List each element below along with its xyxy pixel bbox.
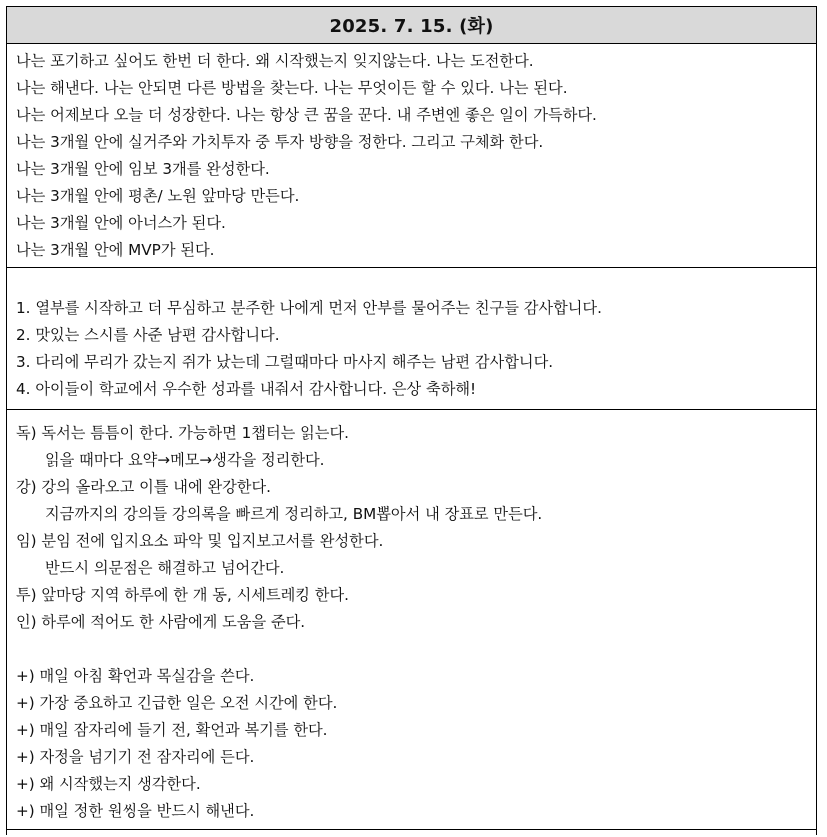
gratitude-item: 2. 맛있는 스시를 사준 남편 감사합니다. <box>16 326 280 344</box>
date-title: 2025. 7. 15. (화) <box>329 16 494 37</box>
affirmation-line: 나는 3개월 안에 임보 3개를 완성한다. <box>16 160 270 178</box>
affirmation-line: 나는 해낸다. 나는 안되면 다른 방법을 찾는다. 나는 무엇이든 할 수 있다. 나는 된다. <box>16 79 568 97</box>
affirmation-line: 나는 어제보다 오늘 더 성장한다. 나는 항상 큰 꿈을 꾼다. 내 주변엔 좋은 일이 가득하다. <box>16 106 597 124</box>
goal-line: 임) 분임 전에 입지요소 파악 및 입지보고서를 완성한다. <box>16 532 384 550</box>
affirmation-line: 나는 3개월 안에 MVP가 된다. <box>16 241 215 259</box>
bottom-border <box>6 829 817 830</box>
goal-line: 투) 앞마당 지역 하루에 한 개 동, 시세트레킹 한다. <box>16 586 349 604</box>
goal-line: 인) 하루에 적어도 한 사람에게 도움을 준다. <box>16 613 306 631</box>
habit-line: +) 매일 잠자리에 들기 전, 확언과 복기를 한다. <box>16 721 328 739</box>
plans-section <box>7 410 816 835</box>
goal-detail-line: 반드시 의문점은 해결하고 넘어간다. <box>45 559 285 577</box>
goal-detail-line: 지금까지의 강의들 강의록을 빠르게 정리하고, BM뽑아서 내 장표로 만든다. <box>45 505 543 523</box>
affirmations-section <box>7 44 816 268</box>
journal-sheet <box>6 6 817 835</box>
affirmation-line: 나는 3개월 안에 평촌/ 노원 앞마당 만든다. <box>16 187 300 205</box>
goal-detail-line: 읽을 때마다 요약→메모→생각을 정리한다. <box>45 451 325 469</box>
affirmation-line: 나는 포기하고 싶어도 한번 더 한다. 왜 시작했는지 잊지않는다. 나는 도전한다. <box>16 52 534 70</box>
blank-line <box>16 636 812 663</box>
habit-line: +) 왜 시작했는지 생각한다. <box>16 775 201 793</box>
date-header <box>7 7 816 44</box>
goal-line: 독) 독서는 틈틈이 한다. 가능하면 1챕터는 읽는다. <box>16 424 349 442</box>
gratitude-item: 1. 열부를 시작하고 더 무심하고 분주한 나에게 먼저 안부를 물어주는 친구들 감사합니다. <box>16 299 602 317</box>
habit-line: +) 가장 중요하고 긴급한 일은 오전 시간에 한다. <box>16 694 338 712</box>
gratitude-section <box>7 268 816 410</box>
gratitude-item: 4. 아이들이 학교에서 우수한 성과를 내줘서 감사합니다. 은상 축하해! <box>16 380 477 398</box>
habit-line: +) 매일 정한 원씽을 반드시 해낸다. <box>16 802 255 820</box>
goal-line: 강) 강의 올라오고 이틀 내에 완강한다. <box>16 478 271 496</box>
affirmation-line: 나는 3개월 안에 실거주와 가치투자 중 투자 방향을 정한다. 그리고 구체화 한다. <box>16 133 544 151</box>
habit-line: +) 매일 아침 확언과 목실감을 쓴다. <box>16 667 255 685</box>
gratitude-item: 3. 다리에 무리가 갔는지 쥐가 났는데 그럴때마다 마사지 해주는 남편 감사합니다. <box>16 353 554 371</box>
habit-line: +) 자정을 넘기기 전 잠자리에 든다. <box>16 748 255 766</box>
affirmation-line: 나는 3개월 안에 아너스가 된다. <box>16 214 226 232</box>
